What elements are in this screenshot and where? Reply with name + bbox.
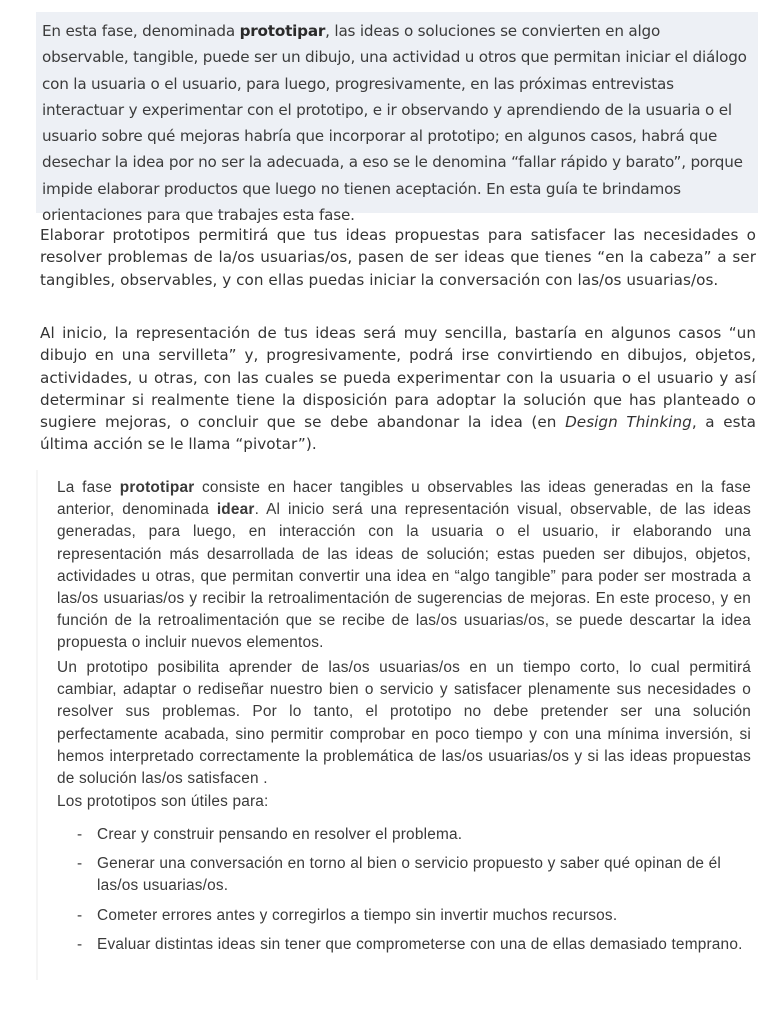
paragraph-elaborar-prototipos [40,224,756,300]
intro-bold-term: prototipar [239,22,326,40]
uses-heading: Los prototipos son útiles para: [57,793,269,810]
intro-text-start: En esta fase, denominada [42,22,240,40]
paragraph-fase-prototipar [57,477,751,655]
list-item [57,824,751,846]
paragraph-text-start: Al inicio, la representación de tus ideas será muy sencilla, bastaría en algunos casos “un dibujo en una servilleta” y, progresivamente, podrá irse convirtiendo en dibujos, objetos, actividades, u otras, con las cuales se pueda experimentar con la usuaria o el usuario y así determinar si realmente tiene la disposición para adoptar la solución que has planteado o sugiere mejoras, o concluir que se debe abandonar la idea (en [40,324,756,432]
paragraph-text [57,477,751,655]
paragraph-un-prototipo [57,657,751,790]
paragraph-text [40,322,756,456]
dash-bullet: - [77,935,83,953]
list-item-text: Generar una conversación en torno al bien o servicio propuesto y saber qué opinan de él las/os usuarias/os. [97,855,722,895]
bold-term-prototipar: prototipar [119,479,195,496]
dash-bullet: - [77,826,83,843]
list-item-text: Crear y construir pensando en resolver el problema. [97,826,463,843]
dash-bullet: - [77,855,83,873]
uses-list [57,824,751,963]
dash-bullet: - [77,906,83,924]
paragraph-text: Elaborar prototipos permitirá que tus ideas propuestas para satisfacer las necesidades o resolver problemas de la/os usuarias/os, pasen de ser ideas que tienes “en la cabeza” a ser tangibles, observables, y con ellas puedas iniciar la conversación con las/os usuarias/os. [40,226,756,289]
section-divider [36,470,38,980]
intro-callout [36,12,758,225]
paragraph-al-inicio [40,322,756,465]
text-segment: . Al inicio será una representación visual, observable, de las ideas generadas, para luego, en interacción con la usuaria o el usuario, ir elaborando una representación más desarrollada de las ideas de solución; estas pueden ser dibujos, objetos, actividades u otras, que permitan convertir una idea en “algo tangible” para poder ser mostrada a las/os usuarias/os y recibir la retroalimentación de sugerencias de mejoras. En este proceso, y en función de la retroalimentación que se recibe de las/os usuarias/os, se puede descartar la idea propuesta o incluir nuevos elementos. [57,501,751,652]
list-item [57,934,751,956]
intro-text-rest: , las ideas o soluciones se convierten en algo observable, tangible, puede ser un dibujo, una actividad u otros que permitan iniciar el diálogo con la usuaria o el usuario, para luego, progresivamente, en las próximas entrevistas interactuar y experimentar con el prototipo, e ir observando y aprendiendo de la usuaria o el usuario sobre qué mejoras habría que incorporar al prototipo; en algunos casos, habrá que desechar la idea por no ser la adecuada, a eso se le denomina “fallar rápido y barato”, porque impide elaborar productos que luego no tienen aceptación. En esta guía te brindamos orientaciones para que trabajes esta fase. [42,22,747,225]
paragraph-text-end: , a esta última acción se le llama “pivotar”). [40,413,756,454]
paragraph-text: Un prototipo posibilita aprender de las/os usuarias/os en un tiempo corto, lo cual permitirá cambiar, adaptar o rediseñar nuestro bien o servicio y satisfacer plenamente sus necesidades o resolver sus problemas. Por lo tanto, el prototipo no debe pretender ser una solución perfectamente acabada, sino permitir comprobar en poco tiempo y con una mínima inversión, si hemos interpretado correctamente la problemática de las/os usuarias/os y si las ideas propuestas de solución las/os satisfacen . [57,659,751,788]
bold-term-idear: idear [216,501,255,519]
list-item-text: Cometer errores antes y corregirlos a tiempo sin invertir muchos recursos. [97,906,618,924]
list-item [57,853,751,897]
list-item-text: Evaluar distintas ideas sin tener que comprometerse con una de ellas demasiado temprano. [97,935,743,953]
text-segment: La fase [57,479,120,496]
list-item [57,905,751,927]
text-segment: consiste en hacer tangibles u observables las ideas generadas en la fase anterior, denominada [57,479,751,519]
italic-term: Design Thinking [565,413,692,432]
